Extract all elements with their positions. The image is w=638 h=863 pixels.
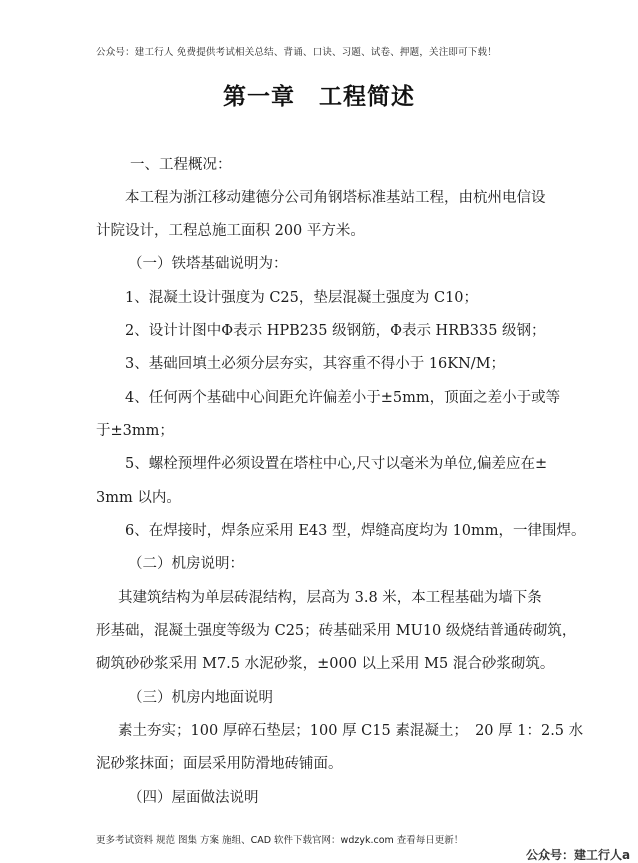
- paragraph-line: 形基础，混凝土强度等级为 C25；砖基础采用 MU10 级烧结普通砖砌筑，: [96, 623, 577, 639]
- subsection-heading-floor: （三）机房内地面说明: [128, 690, 273, 706]
- list-item: 2、设计计图中Φ表示 HPB235 级钢筋，Φ表示 HRB335 级钢；: [125, 323, 546, 339]
- watermark: 公众号：建工行人a: [526, 848, 631, 862]
- section-heading-overview: 一、工程概况：: [130, 157, 232, 173]
- page-footer-note: 更多考试资料 规范 图集 方案 施组、CAD 软件下载官网：wdzyk.com 查看每日更新！: [96, 835, 464, 846]
- paragraph-line: 其建筑结构为单层砖混结构，层高为 3.8 米，本工程基础为墙下条: [118, 590, 542, 606]
- paragraph-line: 素土夯实；100 厚碎石垫层；100 厚 C15 素混凝土； 20 厚 1：2.5 水: [118, 723, 584, 739]
- subsection-heading-machine-room: （二）机房说明：: [128, 556, 244, 572]
- subsection-heading-tower: （一）铁塔基础说明为：: [128, 256, 288, 272]
- list-item-continuation: 3mm 以内。: [96, 490, 181, 506]
- page-header-note: 公众号：建工行人 免费提供考试相关总结、背诵、口诀、习题、试卷、押题，关注即可下载！: [96, 47, 497, 58]
- paragraph-line: 本工程为浙江移动建德分公司角钢塔标准基站工程，由杭州电信设: [125, 190, 546, 206]
- list-item-continuation: 于±3mm；: [96, 423, 174, 439]
- paragraph-line: 计院设计，工程总施工面积 200 平方米。: [96, 223, 365, 239]
- list-item: 6、在焊接时，焊条应采用 E43 型，焊缝高度均为 10mm，一律围焊。: [125, 523, 586, 539]
- list-item: 3、基础回填土必须分层夯实，其容重不得小于 16KN/M；: [125, 356, 506, 372]
- paragraph-line: 砌筑砂砂浆采用 M7.5 水泥砂浆，±000 以上采用 M5 混合砂浆砌筑。: [96, 656, 555, 672]
- chapter-title: 第一章 工程简述: [223, 84, 415, 110]
- subsection-heading-roof: （四）屋面做法说明: [128, 790, 259, 806]
- list-item: 1、混凝土设计强度为 C25，垫层混凝土强度为 C10；: [125, 290, 479, 306]
- paragraph-line: 泥砂浆抹面；面层采用防滑地砖铺面。: [96, 756, 343, 772]
- list-item: 5、螺栓预埋件必须设置在塔柱中心,尺寸以毫米为单位,偏差应在±: [125, 456, 548, 472]
- list-item: 4、任何两个基础中心间距允许偏差小于±5mm，顶面之差小于或等: [125, 390, 561, 406]
